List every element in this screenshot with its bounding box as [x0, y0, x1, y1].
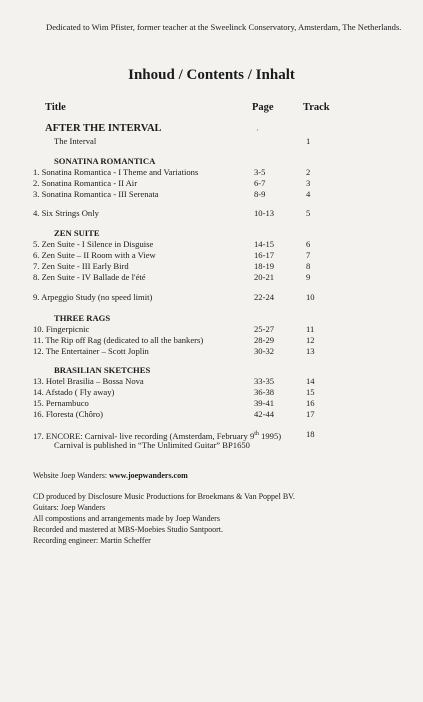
section-heading-sonatina-romantica: SONATINA ROMANTICA — [54, 156, 156, 166]
page-range: 6-7 — [254, 178, 266, 188]
list-item — [0, 409, 423, 420]
list-item — [0, 272, 423, 283]
encore-title: 17. ENCORE: Carnival- live recording (Amsterdam, February 9 — [33, 430, 255, 441]
track-number: 14 — [306, 376, 315, 386]
list-item — [0, 167, 423, 178]
track-title: 13. Hotel Brasilia – Bossa Nova — [33, 376, 144, 386]
track-title: 16. Floresta (Chôro) — [33, 409, 103, 419]
track-title: 14. Afstado ( Fly away) — [33, 387, 115, 397]
list-item — [0, 136, 423, 147]
column-header-page: Page — [252, 102, 274, 113]
section-heading-after-the-interval: AFTER THE INTERVAL — [45, 123, 162, 134]
list-item — [0, 346, 423, 357]
guitars: Guitars: Joep Wanders — [33, 503, 106, 512]
page-range: 30-32 — [254, 346, 275, 356]
track-number: 1 — [306, 136, 311, 146]
page-range: 14-15 — [254, 239, 275, 249]
encore-title-end: 1995) — [258, 430, 282, 441]
track-title: 4. Six Strings Only — [33, 208, 99, 218]
track-title: 2. Sonatina Romantica - II Air — [33, 178, 138, 188]
list-item — [0, 292, 423, 303]
page-range: 22-24 — [254, 292, 275, 302]
track-number: 2 — [306, 167, 311, 177]
track-number: 9 — [306, 272, 311, 282]
list-item — [0, 178, 423, 189]
website-line — [33, 471, 188, 480]
section-heading-three-rags: THREE RAGS — [54, 313, 111, 323]
list-item — [0, 335, 423, 346]
cd-produced: CD produced by Disclosure Music Productions for Broekmans & Van Poppel BV. — [33, 492, 295, 501]
page-range: 8-9 — [254, 189, 266, 199]
track-title: 11. The Rip off Rag (dedicated to all the bankers) — [33, 335, 204, 345]
track-title: 5. Zen Suite - I Silence in Disguise — [33, 239, 154, 249]
track-number: 16 — [306, 398, 315, 408]
track-title: 8. Zen Suite - IV Ballade de l'été — [33, 272, 146, 282]
track-number: 13 — [306, 346, 315, 356]
list-item — [0, 189, 423, 200]
list-item — [0, 250, 423, 261]
section-heading-zen-suite: ZEN SUITE — [54, 228, 100, 238]
column-header-title: Title — [45, 102, 66, 113]
list-item — [0, 387, 423, 398]
track-title: 1. Sonatina Romantica - I Theme and Variations — [33, 167, 199, 177]
page-range: 20-21 — [254, 272, 275, 282]
page-range: 25-27 — [254, 324, 275, 334]
page-range: 36-38 — [254, 387, 275, 397]
track-number: 8 — [306, 261, 311, 271]
track-title: 10. Fingerpicnic — [33, 324, 90, 334]
encore-superscript: th — [254, 431, 259, 437]
tick-mark: ˈ — [256, 128, 259, 137]
track-number: 7 — [306, 250, 311, 260]
compositions: All compostions and arrangements made by Joep Wanders — [33, 514, 220, 523]
recording-engineer: Recording engineer: Martin Scheffer — [33, 536, 151, 545]
page-range: 10-13 — [254, 208, 275, 218]
track-title: The Interval — [54, 136, 97, 146]
track-number: 18 — [306, 429, 315, 439]
page-range: 33-35 — [254, 376, 275, 386]
page-range: 18-19 — [254, 261, 275, 271]
track-number: 17 — [306, 409, 315, 419]
page-range: 28-29 — [254, 335, 275, 345]
track-title: 15. Pernambuco — [33, 398, 89, 408]
column-header-track: Track — [303, 102, 330, 113]
website-label: Website Joep Wanders: — [33, 471, 110, 480]
list-item — [0, 376, 423, 387]
list-item — [0, 261, 423, 272]
list-item — [0, 398, 423, 409]
recorded: Recorded and mastered at MBS-Moebies Studio Santpoort. — [33, 525, 223, 534]
track-number: 3 — [306, 178, 311, 188]
list-item — [0, 239, 423, 250]
track-number: 4 — [306, 189, 311, 199]
track-number: 5 — [306, 208, 311, 218]
track-number: 12 — [306, 335, 315, 345]
encore-note: Carnival is published in “The Unlimited Guitar” BP1650 — [54, 440, 250, 450]
page-range: 16-17 — [254, 250, 275, 260]
track-title: 3. Sonatina Romantica - III Serenata — [33, 189, 159, 199]
page-title: Inhoud / Contents / Inhalt — [128, 67, 295, 83]
track-number: 6 — [306, 239, 311, 249]
track-title: 6. Zen Suite – II Room with a View — [33, 250, 156, 260]
website-link[interactable]: www.joepwanders.com — [109, 471, 188, 480]
list-item — [0, 324, 423, 335]
track-number: 10 — [306, 292, 315, 302]
track-title: 9. Arpeggio Study (no speed limit) — [33, 292, 153, 302]
list-item — [0, 208, 423, 219]
list-item — [0, 429, 423, 440]
track-number: 15 — [306, 387, 315, 397]
page-range: 39-41 — [254, 398, 275, 408]
page-range: 3-5 — [254, 167, 266, 177]
page-range: 42-44 — [254, 409, 275, 419]
section-heading-brasilian-sketches: BRASILIAN SKETCHES — [54, 365, 151, 375]
track-title: 7. Zen Suite - III Early Bird — [33, 261, 129, 271]
track-number: 11 — [306, 324, 315, 334]
track-title: 12. The Entertainer – Scott Joplin — [33, 346, 149, 356]
dedication: Dedicated to Wim Pfister, former teacher at the Sweelinck Conservatory, Amsterdam, The Netherlands. — [46, 22, 402, 32]
